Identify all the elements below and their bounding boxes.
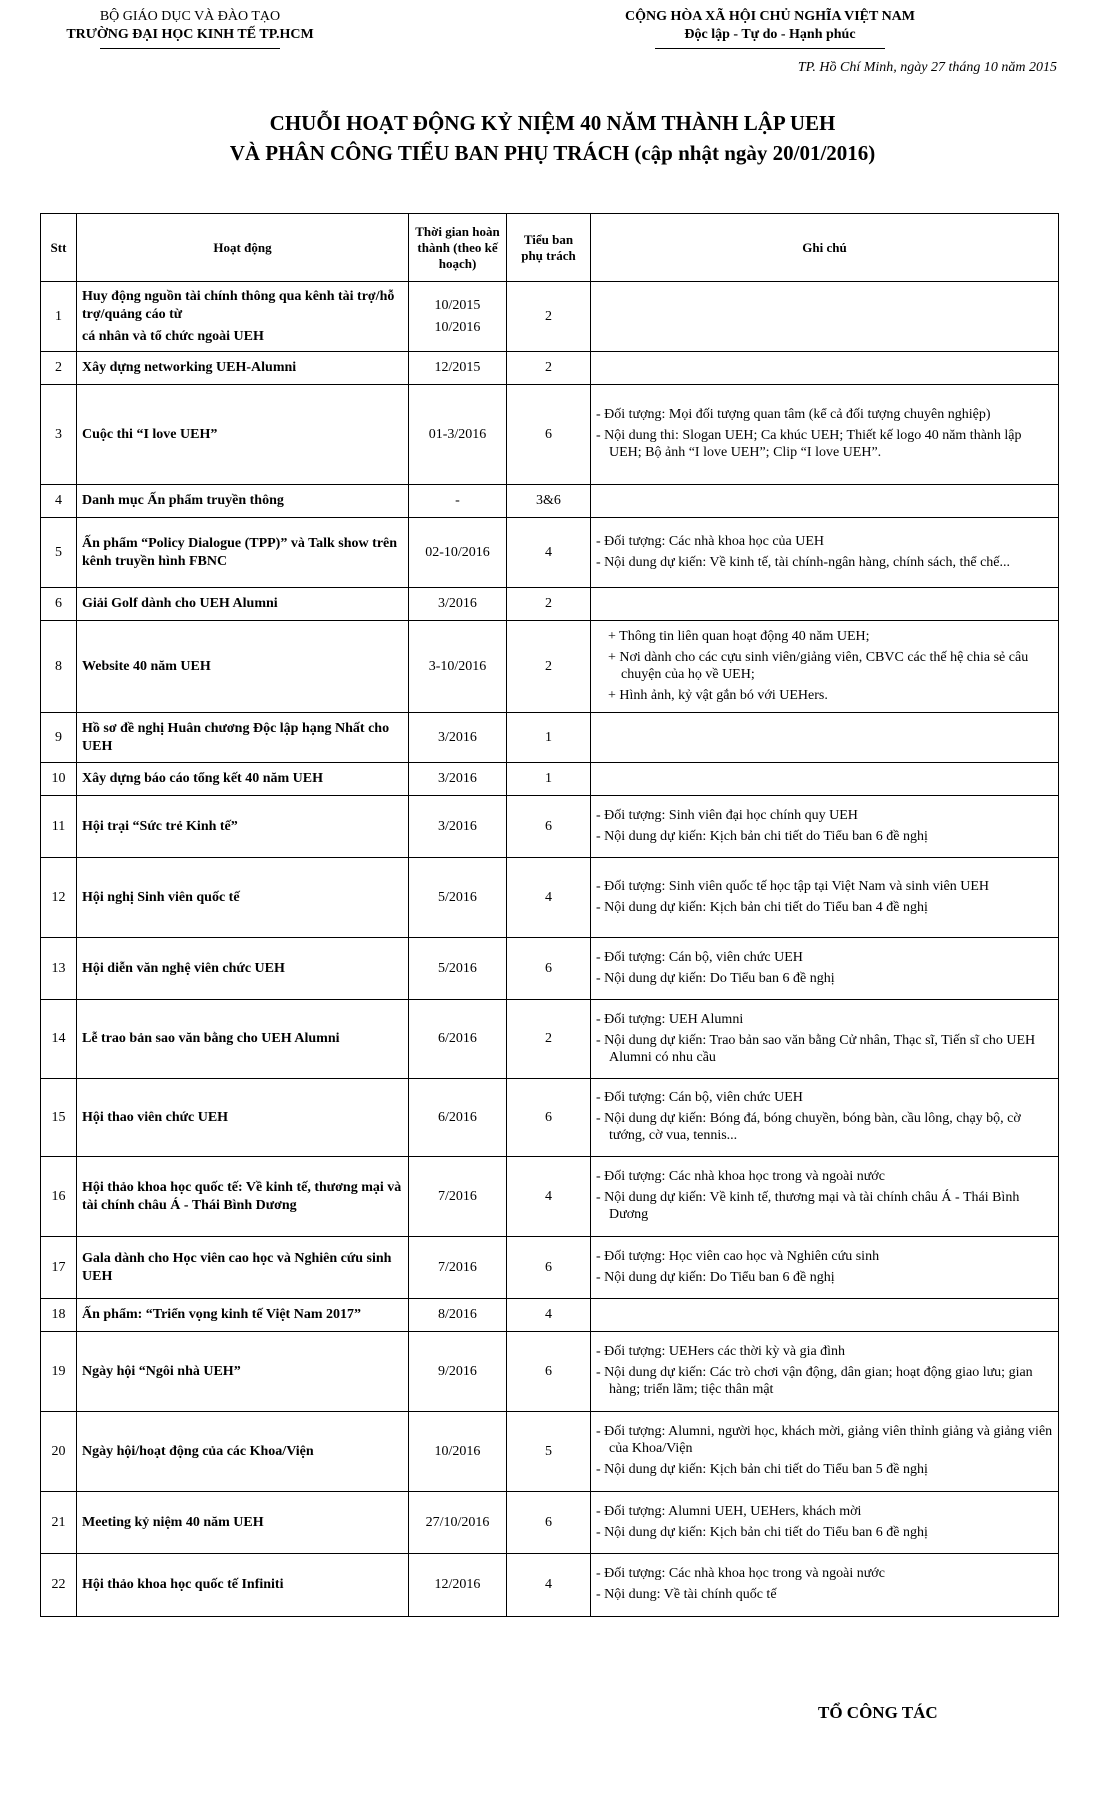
cell-team: 6 (507, 1332, 591, 1412)
cell-stt: 16 (41, 1157, 77, 1237)
cell-activity (77, 1554, 409, 1617)
note-text: - Đối tượng: Các nhà khoa học của UEH (596, 533, 825, 549)
cell-time (409, 1000, 507, 1079)
time-text: - (455, 493, 460, 508)
cell-stt: 15 (41, 1079, 77, 1157)
cell-note (591, 1332, 1059, 1412)
table-row (41, 588, 1059, 621)
note-text: - Nội dung dự kiến: Các trò chơi vận động, dân gian; hoạt động giao lưu; gian hàng; triển lãm; tiệc thân mật (596, 1365, 1033, 1397)
national-motto: Độc lập - Tự do - Hạnh phúc (684, 27, 856, 42)
activity-text: Hội trại “Sức trẻ Kinh tế” (82, 818, 238, 834)
cell-activity (77, 1237, 409, 1299)
note-text: - Nội dung dự kiến: Về kinh tế, thương mại và tài chính châu Á - Thái Bình Dương (596, 1190, 1020, 1222)
cell-stt: 13 (41, 938, 77, 1000)
cell-activity (77, 588, 409, 621)
activity-text: Xây dựng báo cáo tổng kết 40 năm UEH (82, 771, 323, 786)
cell-time (409, 385, 507, 485)
note-text: - Đối tượng: Học viên cao học và Nghiên cứu sinh (596, 1248, 880, 1264)
cell-note (591, 858, 1059, 938)
time-text: 3-10/2016 (428, 658, 487, 674)
cell-time (409, 1412, 507, 1492)
note-text: - Nội dung dự kiến: Về kinh tế, tài chính-ngân hàng, chính sách, thể chế... (596, 554, 1011, 570)
cell-stt: 18 (41, 1299, 77, 1332)
cell-activity (77, 1412, 409, 1492)
cell-activity (77, 385, 409, 485)
cell-activity (77, 796, 409, 858)
activity-text: Huy động nguồn tài chính thông qua kênh tài trợ/hỗ trợ/quảng cáo từ (82, 288, 395, 322)
cell-activity (77, 1492, 409, 1554)
cell-activity (77, 282, 409, 352)
cell-time (409, 1079, 507, 1157)
cell-team: 2 (507, 621, 591, 713)
table-row (41, 763, 1059, 796)
table-row (41, 858, 1059, 938)
note-text: - Đối tượng: Các nhà khoa học trong và ngoài nước (596, 1566, 885, 1581)
header-activity: Hoạt động (77, 214, 409, 282)
cell-team: 4 (507, 1554, 591, 1617)
cell-time (409, 1492, 507, 1554)
header-left-rule (100, 48, 280, 49)
time-text: 5/2016 (438, 960, 477, 976)
title-line-2: VÀ PHÂN CÔNG TIỂU BAN PHỤ TRÁCH (cập nhật ngày 20/01/2016) (229, 141, 876, 165)
cell-stt: 17 (41, 1237, 77, 1299)
cell-note (591, 1000, 1059, 1079)
activity-text: Ngày hội “Ngôi nhà UEH” (82, 1363, 241, 1379)
note-text: + Hình ảnh, kỷ vật gắn bó với UEHers. (608, 687, 828, 703)
cell-time (409, 1332, 507, 1412)
activity-text: Hội thảo khoa học quốc tế: Về kinh tế, thương mại và tài chính châu Á - Thái Bình Dương (82, 1179, 402, 1213)
table-row (41, 352, 1059, 385)
cell-stt: 2 (41, 352, 77, 385)
table-row (41, 621, 1059, 713)
note-text: - Nội dung dự kiến: Kịch bản chi tiết do Tiểu ban 6 đề nghị (596, 828, 928, 844)
note-text: - Đối tượng: UEH Alumni (596, 1011, 744, 1027)
note-text: - Nội dung dự kiến: Bóng đá, bóng chuyền, bóng bàn, cầu lông, chạy bộ, cờ tướng, cờ vua, tennis... (596, 1111, 1021, 1143)
table-body (41, 282, 1059, 1617)
cell-team: 4 (507, 1157, 591, 1237)
cell-note (591, 1492, 1059, 1554)
cell-stt: 21 (41, 1492, 77, 1554)
document-title (0, 108, 1105, 168)
cell-activity (77, 858, 409, 938)
time-text: 3/2016 (438, 596, 477, 611)
time-text: 10/2016 (434, 1443, 481, 1459)
cell-note (591, 1237, 1059, 1299)
header-note: Ghi chú (591, 214, 1059, 282)
header-left (60, 8, 320, 49)
note-text: - Nội dung dự kiến: Do Tiểu ban 6 đề nghị (596, 970, 835, 986)
cell-stt: 22 (41, 1554, 77, 1617)
cell-stt: 3 (41, 385, 77, 485)
cell-note (591, 518, 1059, 588)
note-text: - Nội dung thi: Slogan UEH; Ca khúc UEH; Thiết kế logo 40 năm thành lập UEH; Bộ ảnh “I love UEH”; Clip “I love UEH”. (596, 428, 1022, 460)
activity-text: Xây dựng networking UEH-Alumni (82, 360, 297, 375)
cell-team: 5 (507, 1412, 591, 1492)
header-stt: Stt (41, 214, 77, 282)
time-text: 10/2016 (434, 319, 481, 335)
cell-note (591, 1554, 1059, 1617)
cell-note (591, 1299, 1059, 1332)
activity-text: Hội diễn văn nghệ viên chức UEH (82, 960, 285, 976)
cell-activity (77, 1000, 409, 1079)
cell-team: 6 (507, 938, 591, 1000)
cell-time (409, 621, 507, 713)
cell-team: 2 (507, 352, 591, 385)
cell-time (409, 1157, 507, 1237)
cell-team: 4 (507, 1299, 591, 1332)
cell-team: 1 (507, 763, 591, 796)
cell-activity (77, 621, 409, 713)
cell-activity (77, 938, 409, 1000)
table-row (41, 485, 1059, 518)
cell-team: 3&6 (507, 485, 591, 518)
cell-activity (77, 1299, 409, 1332)
cell-team: 2 (507, 282, 591, 352)
cell-stt: 12 (41, 858, 77, 938)
cell-team: 6 (507, 1079, 591, 1157)
note-text: - Đối tượng: Mọi đối tượng quan tâm (kể cả đối tượng chuyên nghiệp) (596, 407, 991, 422)
header-time: Thời gian hoàn thành (theo kế hoạch) (409, 214, 507, 282)
table-row (41, 713, 1059, 763)
cell-note (591, 763, 1059, 796)
cell-team: 4 (507, 518, 591, 588)
cell-stt: 6 (41, 588, 77, 621)
activity-text: Giải Golf dành cho UEH Alumni (82, 596, 278, 611)
cell-team: 6 (507, 1492, 591, 1554)
signature-block: TỔ CÔNG TÁC (818, 1703, 938, 1722)
cell-note (591, 1079, 1059, 1157)
activity-text: Hội thảo khoa học quốc tế Infiniti (82, 1577, 284, 1592)
activity-text: Hội thao viên chức UEH (82, 1109, 229, 1125)
cell-stt: 19 (41, 1332, 77, 1412)
cell-time (409, 1299, 507, 1332)
cell-activity (77, 713, 409, 763)
cell-note (591, 485, 1059, 518)
cell-team: 2 (507, 1000, 591, 1079)
activity-text: Hồ sơ đề nghị Huân chương Độc lập hạng Nhất cho UEH (82, 720, 390, 754)
cell-stt: 10 (41, 763, 77, 796)
note-text: - Nội dung dự kiến: Trao bản sao văn bằng Cử nhân, Thạc sĩ, Tiến sĩ cho UEH Alumni có nhu cầu (596, 1032, 1036, 1065)
table-row (41, 1000, 1059, 1079)
national-title: CỘNG HÒA XÃ HỘI CHỦ NGHĨA VIỆT NAM (624, 9, 915, 24)
activity-text: Danh mục Ấn phẩm truyền thông (82, 493, 284, 508)
cell-time (409, 1237, 507, 1299)
header-right-rule (655, 48, 885, 49)
note-text: - Đối tượng: Cán bộ, viên chức UEH (596, 1090, 803, 1105)
activity-text: Ấn phẩm “Policy Dialogue (TPP)” và Talk show trên kênh truyền hình FBNC (82, 535, 398, 569)
activity-text: cá nhân và tổ chức ngoài UEH (82, 328, 264, 344)
activities-table (40, 213, 1059, 1617)
note-text: + Thông tin liên quan hoạt động 40 năm UEH; (608, 628, 870, 644)
cell-team: 1 (507, 713, 591, 763)
cell-note (591, 796, 1059, 858)
cell-time (409, 352, 507, 385)
time-text: 7/2016 (438, 1259, 477, 1275)
table-row (41, 1492, 1059, 1554)
time-text: 12/2015 (434, 360, 481, 375)
cell-activity (77, 1157, 409, 1237)
time-text: 3/2016 (438, 818, 477, 834)
cell-note (591, 938, 1059, 1000)
cell-activity (77, 1332, 409, 1412)
note-text: - Đối tượng: Sinh viên đại học chính quy UEH (596, 807, 858, 823)
cell-stt: 5 (41, 518, 77, 588)
note-text: - Đối tượng: Alumni UEH, UEHers, khách mời (596, 1503, 862, 1519)
cell-stt: 20 (41, 1412, 77, 1492)
ministry-name: BỘ GIÁO DỤC VÀ ĐÀO TẠO (99, 9, 281, 24)
cell-note (591, 352, 1059, 385)
note-text: - Nội dung dự kiến: Kịch bản chi tiết do Tiểu ban 4 đề nghị (596, 899, 928, 915)
time-text: 3/2016 (438, 771, 477, 786)
activity-text: Ngày hội/hoạt động của các Khoa/Viện (82, 1443, 314, 1459)
cell-note (591, 282, 1059, 352)
cell-note (591, 713, 1059, 763)
note-text: - Đối tượng: Sinh viên quốc tế học tập tại Việt Nam và sinh viên UEH (596, 878, 989, 894)
cell-stt: 14 (41, 1000, 77, 1079)
cell-activity (77, 518, 409, 588)
table-header-row (41, 214, 1059, 282)
time-text: 12/2016 (434, 1577, 481, 1592)
activity-text: Website 40 năm UEH (82, 658, 211, 674)
activity-text: Cuộc thi “I love UEH” (82, 426, 218, 442)
note-text: - Đối tượng: Alumni, người học, khách mời, giảng viên thỉnh giảng và giảng viên của Khoa/Viện (596, 1424, 1053, 1456)
cell-activity (77, 1079, 409, 1157)
cell-stt: 1 (41, 282, 77, 352)
activity-text: Meeting kỷ niệm 40 năm UEH (82, 1514, 264, 1530)
header-team: Tiểu ban phụ trách (507, 214, 591, 282)
cell-note (591, 1157, 1059, 1237)
cell-activity (77, 485, 409, 518)
note-text: - Nội dung dự kiến: Kịch bản chi tiết do Tiểu ban 6 đề nghị (596, 1524, 928, 1540)
activity-text: Ấn phẩm: “Triển vọng kinh tế Việt Nam 2017” (82, 1307, 361, 1322)
table-row (41, 1554, 1059, 1617)
table-row (41, 1079, 1059, 1157)
note-text: - Đối tượng: UEHers các thời kỳ và gia đình (596, 1344, 846, 1359)
table-row (41, 938, 1059, 1000)
note-text: - Nội dung dự kiến: Do Tiểu ban 6 đề nghị (596, 1269, 835, 1285)
time-text: 10/2015 (434, 297, 481, 313)
note-text: - Đối tượng: Cán bộ, viên chức UEH (596, 949, 803, 965)
cell-activity (77, 763, 409, 796)
table-row (41, 1237, 1059, 1299)
cell-team: 6 (507, 1237, 591, 1299)
cell-time (409, 1554, 507, 1617)
time-text: 7/2016 (438, 1188, 477, 1204)
cell-time (409, 858, 507, 938)
cell-time (409, 713, 507, 763)
table-row (41, 1157, 1059, 1237)
cell-time (409, 796, 507, 858)
table-row (41, 1332, 1059, 1412)
cell-team: 2 (507, 588, 591, 621)
university-name: TRƯỜNG ĐẠI HỌC KINH TẾ TP.HCM (66, 27, 314, 42)
time-text: 02-10/2016 (425, 544, 490, 560)
header-right (560, 8, 980, 49)
cell-time (409, 282, 507, 352)
cell-stt: 4 (41, 485, 77, 518)
table-row (41, 796, 1059, 858)
note-text: - Nội dung dự kiến: Kịch bản chi tiết do Tiểu ban 5 đề nghị (596, 1462, 928, 1477)
time-text: 5/2016 (438, 889, 477, 905)
cell-note (591, 1412, 1059, 1492)
time-text: 6/2016 (438, 1031, 477, 1046)
cell-note (591, 588, 1059, 621)
table-row (41, 1412, 1059, 1492)
table-row (41, 1299, 1059, 1332)
time-text: 27/10/2016 (425, 1514, 490, 1530)
cell-team: 6 (507, 385, 591, 485)
time-text: 6/2016 (438, 1109, 477, 1125)
dateline: TP. Hồ Chí Minh, ngày 27 tháng 10 năm 2015 (797, 60, 1057, 75)
activity-text: Hội nghị Sinh viên quốc tế (82, 889, 240, 905)
time-text: 9/2016 (438, 1363, 477, 1379)
cell-stt: 9 (41, 713, 77, 763)
note-text: - Nội dung: Về tài chính quốc tế (596, 1587, 777, 1602)
activity-text: Lễ trao bản sao văn bằng cho UEH Alumni (82, 1031, 340, 1046)
time-text: 3/2016 (438, 729, 477, 745)
cell-team: 4 (507, 858, 591, 938)
cell-team: 6 (507, 796, 591, 858)
time-text: 8/2016 (438, 1307, 477, 1322)
table-row (41, 518, 1059, 588)
activity-text: Gala dành cho Học viên cao học và Nghiên cứu sinh UEH (82, 1250, 392, 1284)
cell-note (591, 621, 1059, 713)
cell-time (409, 485, 507, 518)
cell-time (409, 763, 507, 796)
title-line-1: CHUỖI HOẠT ĐỘNG KỶ NIỆM 40 NĂM THÀNH LẬP UEH (269, 111, 836, 135)
cell-stt: 8 (41, 621, 77, 713)
cell-time (409, 938, 507, 1000)
table-row (41, 385, 1059, 485)
time-text: 01-3/2016 (428, 426, 487, 442)
note-text: - Đối tượng: Các nhà khoa học trong và ngoài nước (596, 1169, 885, 1184)
cell-stt: 11 (41, 796, 77, 858)
cell-note (591, 385, 1059, 485)
cell-time (409, 518, 507, 588)
note-text: + Nơi dành cho các cựu sinh viên/giảng viên, CBVC các thế hệ chia sẻ câu chuyện của họ về UEH; (608, 649, 1029, 682)
cell-time (409, 588, 507, 621)
table-row (41, 282, 1059, 352)
cell-activity (77, 352, 409, 385)
